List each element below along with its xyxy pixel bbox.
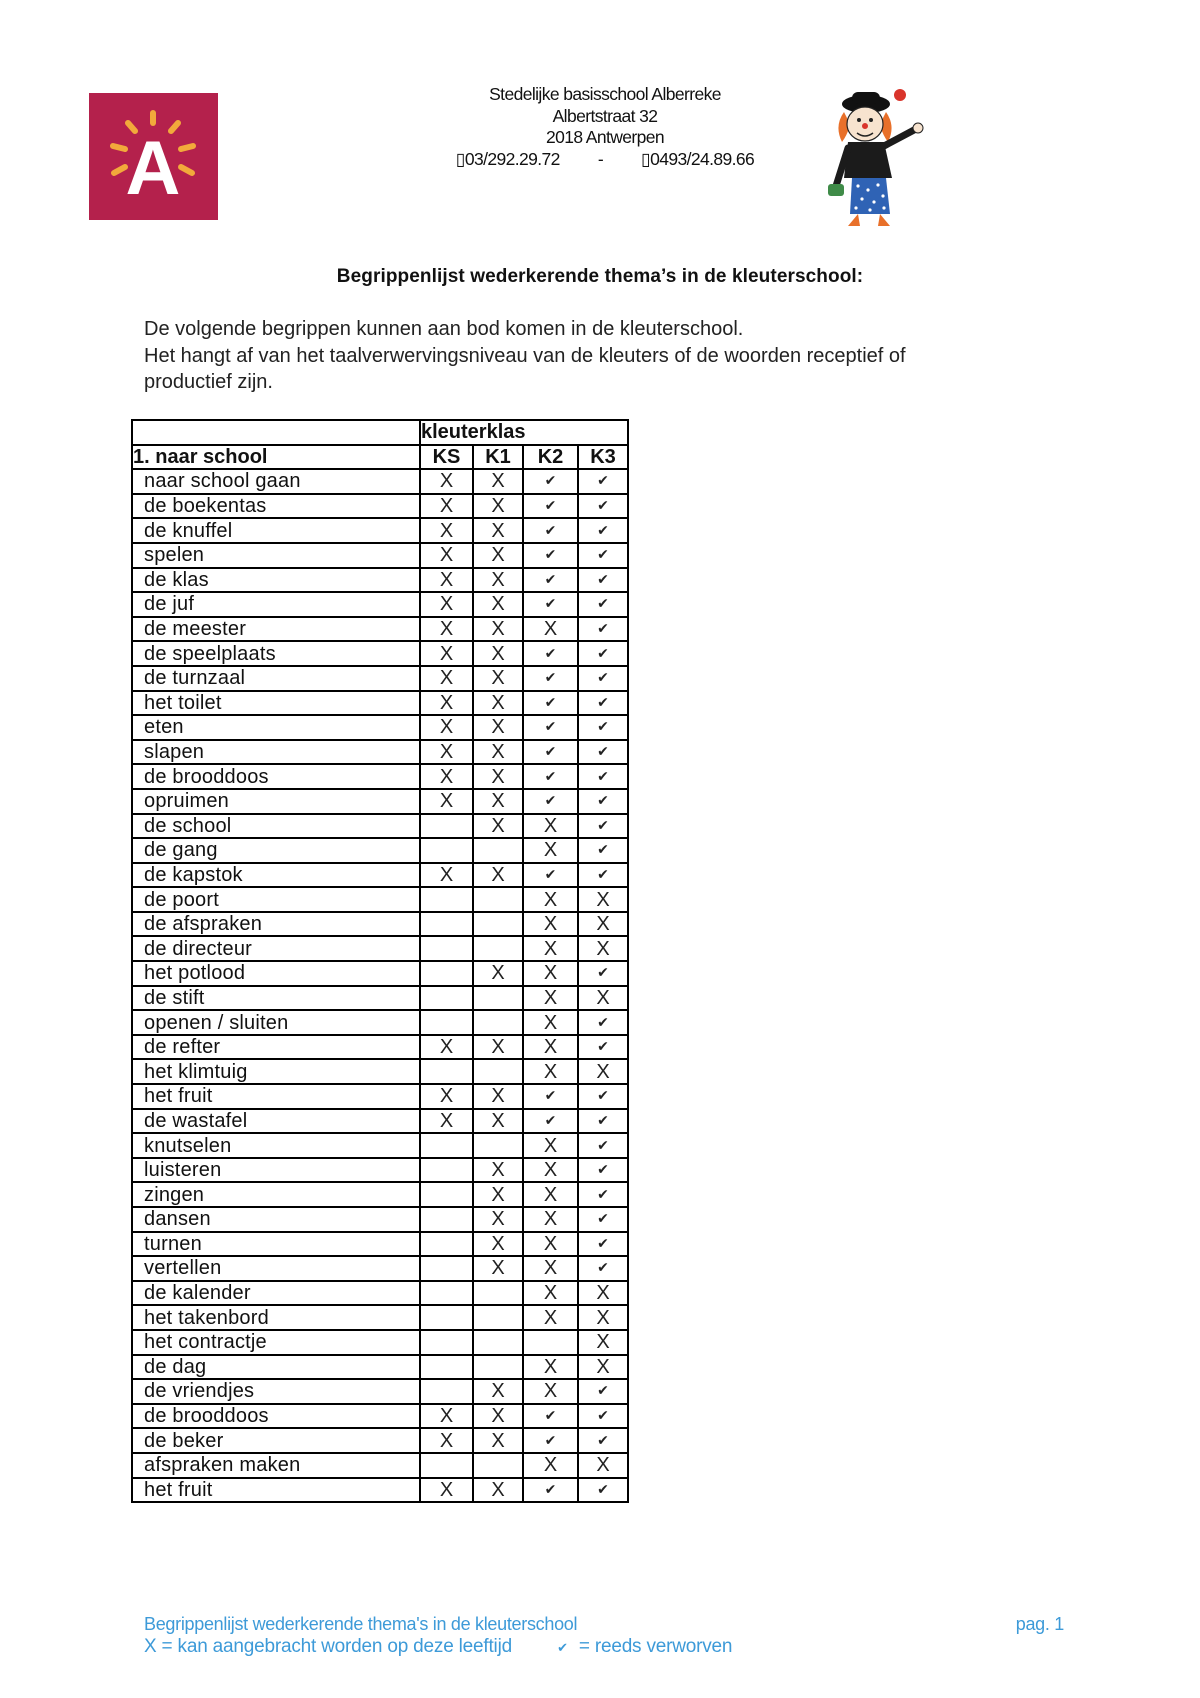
mark-cell-k1 [473, 838, 523, 863]
table-row [132, 1428, 628, 1453]
mark-cell-k2: X [523, 1207, 578, 1232]
mark-cell-k2: ✔ [523, 666, 578, 691]
mark-cell-k1: X [473, 617, 523, 642]
table-row [132, 617, 628, 642]
mark-cell-k2: ✔ [523, 1404, 578, 1429]
mark-cell-ks: X [420, 1035, 473, 1060]
mark-cell-k1: X [473, 1256, 523, 1281]
mark-cell-k3: ✔ [578, 469, 628, 494]
mark-cell-k2: ✔ [523, 568, 578, 593]
city-logo [89, 93, 218, 220]
mark-cell-k1: X [473, 1084, 523, 1109]
table-row [132, 469, 628, 494]
mark-cell-k2: X [523, 1305, 578, 1330]
category-header: 1. naar school [132, 445, 420, 470]
mark-cell-k2: ✔ [523, 691, 578, 716]
table-row [132, 666, 628, 691]
mark-cell-k3: ✔ [578, 740, 628, 765]
mark-cell-ks [420, 1281, 473, 1306]
mark-cell-k1: X [473, 764, 523, 789]
table-row [132, 887, 628, 912]
mark-cell-k3: X [578, 887, 628, 912]
mark-cell-k1 [473, 1453, 523, 1478]
table-row [132, 764, 628, 789]
intro-line: productief zijn. [144, 371, 273, 393]
mark-cell-k1 [473, 986, 523, 1011]
phone-icon: ▯ [455, 148, 465, 169]
mark-cell-k2: ✔ [523, 789, 578, 814]
table-row [132, 814, 628, 839]
mark-cell-ks: X [420, 1404, 473, 1429]
legend-x: X = kan aangebracht worden op deze leeftijd [144, 1636, 512, 1657]
table-row [132, 1232, 628, 1257]
term-cell: luisteren [132, 1158, 420, 1183]
term-cell: de beker [132, 1428, 420, 1453]
column-header-k3: K3 [578, 445, 628, 470]
mark-cell-k2: X [523, 1281, 578, 1306]
term-cell: turnen [132, 1232, 420, 1257]
mark-cell-k3: ✔ [578, 691, 628, 716]
mark-cell-k3: X [578, 1453, 628, 1478]
mark-cell-k3: ✔ [578, 1182, 628, 1207]
mark-cell-k1: X [473, 1207, 523, 1232]
mark-cell-k2: ✔ [523, 518, 578, 543]
mark-cell-k2: X [523, 1010, 578, 1035]
mark-cell-k3: ✔ [578, 543, 628, 568]
mark-cell-k3: ✔ [578, 1379, 628, 1404]
table-row [132, 494, 628, 519]
term-cell: dansen [132, 1207, 420, 1232]
table-row [132, 1207, 628, 1232]
table-row [132, 1330, 628, 1355]
mark-cell-k1 [473, 1355, 523, 1380]
mark-cell-ks: X [420, 863, 473, 888]
mark-cell-k2: ✔ [523, 543, 578, 568]
mark-cell-k3: ✔ [578, 764, 628, 789]
table-row [132, 789, 628, 814]
mark-cell-k3: ✔ [578, 1478, 628, 1503]
term-cell: de meester [132, 617, 420, 642]
mark-cell-k1: X [473, 863, 523, 888]
column-header-ks: KS [420, 445, 473, 470]
mark-cell-ks [420, 961, 473, 986]
mark-cell-ks: X [420, 764, 473, 789]
table-row [132, 1059, 628, 1084]
mark-cell-k3: ✔ [578, 1084, 628, 1109]
mark-cell-ks: X [420, 789, 473, 814]
mark-cell-ks: X [420, 592, 473, 617]
table-row [132, 1084, 628, 1109]
mark-cell-k3: ✔ [578, 568, 628, 593]
mark-cell-k1 [473, 1330, 523, 1355]
table-row [132, 592, 628, 617]
mark-cell-ks [420, 1133, 473, 1158]
mark-cell-k1 [473, 1133, 523, 1158]
mark-cell-k2: ✔ [523, 469, 578, 494]
intro-text [144, 316, 1044, 396]
mark-cell-k3: ✔ [578, 1256, 628, 1281]
term-cell: het contractje [132, 1330, 420, 1355]
mark-cell-k3: ✔ [578, 494, 628, 519]
table-row [132, 1158, 628, 1183]
mark-cell-k1 [473, 1010, 523, 1035]
mark-cell-ks: X [420, 617, 473, 642]
mark-cell-k2: ✔ [523, 1478, 578, 1503]
mark-cell-ks [420, 1059, 473, 1084]
mark-cell-k1: X [473, 691, 523, 716]
mark-cell-k1: X [473, 789, 523, 814]
mark-cell-ks [420, 887, 473, 912]
mark-cell-ks: X [420, 691, 473, 716]
table-row [132, 691, 628, 716]
term-cell: zingen [132, 1182, 420, 1207]
mark-cell-k1: X [473, 1035, 523, 1060]
group-header: kleuterklas [420, 420, 628, 445]
term-cell: het klimtuig [132, 1059, 420, 1084]
mark-cell-k3: ✔ [578, 617, 628, 642]
mark-cell-ks: X [420, 1109, 473, 1134]
term-cell: de brooddoos [132, 1404, 420, 1429]
mark-cell-k1 [473, 1059, 523, 1084]
table-row [132, 568, 628, 593]
mark-cell-ks [420, 814, 473, 839]
mark-cell-k3: ✔ [578, 1109, 628, 1134]
concept-table [131, 419, 629, 1503]
term-cell: de afspraken [132, 912, 420, 937]
mark-cell-k2: X [523, 887, 578, 912]
mark-cell-k1: X [473, 1404, 523, 1429]
table-row [132, 1256, 628, 1281]
mark-cell-k3: X [578, 1355, 628, 1380]
table-row [132, 1010, 628, 1035]
table-row [132, 838, 628, 863]
mark-cell-ks: X [420, 469, 473, 494]
term-cell: de speelplaats [132, 641, 420, 666]
term-cell: de klas [132, 568, 420, 593]
logo-letter: A [125, 126, 181, 211]
mark-cell-k2: ✔ [523, 715, 578, 740]
mark-cell-k1: X [473, 592, 523, 617]
mark-cell-k1: X [473, 469, 523, 494]
mark-cell-k2: ✔ [523, 764, 578, 789]
term-cell: het fruit [132, 1084, 420, 1109]
school-city: 2018 Antwerpen [545, 127, 665, 147]
mark-cell-k1 [473, 936, 523, 961]
mark-cell-k1: X [473, 1379, 523, 1404]
term-cell: de boekentas [132, 494, 420, 519]
phone-separator: - [597, 148, 604, 169]
table-row [132, 1109, 628, 1134]
term-cell: de turnzaal [132, 666, 420, 691]
mark-cell-ks [420, 1256, 473, 1281]
mark-cell-k3: X [578, 936, 628, 961]
term-cell: vertellen [132, 1256, 420, 1281]
mark-cell-k2: X [523, 814, 578, 839]
mark-cell-k3: ✔ [578, 1428, 628, 1453]
check-icon: ✔ [557, 1641, 568, 1656]
term-cell: afspraken maken [132, 1453, 420, 1478]
mark-cell-k3: ✔ [578, 789, 628, 814]
term-cell: het fruit [132, 1478, 420, 1503]
term-cell: de wastafel [132, 1109, 420, 1134]
mark-cell-k3: ✔ [578, 961, 628, 986]
mark-cell-k3: ✔ [578, 518, 628, 543]
mark-cell-k2: ✔ [523, 641, 578, 666]
mark-cell-k1: X [473, 961, 523, 986]
mark-cell-ks: X [420, 543, 473, 568]
term-cell: de refter [132, 1035, 420, 1060]
mark-cell-k2: X [523, 1256, 578, 1281]
mark-cell-k1: X [473, 543, 523, 568]
column-header-k2: K2 [523, 445, 578, 470]
page-title: Begrippenlijst wederkerende thema’s in de kleuterschool: [336, 266, 864, 287]
mark-cell-ks [420, 1379, 473, 1404]
table-row [132, 1281, 628, 1306]
school-header [360, 84, 850, 170]
table-row [132, 1035, 628, 1060]
mark-cell-ks [420, 1355, 473, 1380]
table-row [132, 1379, 628, 1404]
column-header-k1: K1 [473, 445, 523, 470]
table-row [132, 1182, 628, 1207]
table-row [132, 1453, 628, 1478]
mark-cell-k2 [523, 1330, 578, 1355]
mark-cell-k1: X [473, 518, 523, 543]
mark-cell-k2: ✔ [523, 494, 578, 519]
mark-cell-k1: X [473, 715, 523, 740]
mark-cell-k3: ✔ [578, 1404, 628, 1429]
mark-cell-k3: ✔ [578, 592, 628, 617]
school-street: Albertstraat 32 [552, 105, 658, 126]
mark-cell-k2: X [523, 1182, 578, 1207]
mark-cell-k1: X [473, 641, 523, 666]
table-row [132, 961, 628, 986]
mark-cell-ks [420, 1330, 473, 1355]
intro-line: De volgende begrippen kunnen aan bod komen in de kleuterschool. [144, 318, 744, 340]
mark-cell-ks [420, 1305, 473, 1330]
term-cell: de stift [132, 986, 420, 1011]
table-row [132, 986, 628, 1011]
mark-cell-k3: X [578, 986, 628, 1011]
mark-cell-k1: X [473, 666, 523, 691]
term-cell: de kapstok [132, 863, 420, 888]
mark-cell-k3: ✔ [578, 1133, 628, 1158]
footer-doc-title: Begrippenlijst wederkerende thema's in de kleuterschool [144, 1614, 578, 1634]
mark-cell-k3: ✔ [578, 814, 628, 839]
mark-cell-ks [420, 1010, 473, 1035]
table-row [132, 1404, 628, 1429]
mark-cell-ks [420, 838, 473, 863]
table-row [132, 543, 628, 568]
mark-cell-k3: X [578, 1330, 628, 1355]
mark-cell-k2: X [523, 961, 578, 986]
mark-cell-ks [420, 936, 473, 961]
mark-cell-ks [420, 912, 473, 937]
mark-cell-ks: X [420, 641, 473, 666]
empty-header-cell [132, 420, 420, 445]
term-cell: het toilet [132, 691, 420, 716]
mark-cell-k1 [473, 1305, 523, 1330]
term-cell: de dag [132, 1355, 420, 1380]
table-row [132, 518, 628, 543]
mark-cell-ks: X [420, 740, 473, 765]
mark-cell-k3: X [578, 1059, 628, 1084]
mark-cell-ks: X [420, 715, 473, 740]
table-row [132, 912, 628, 937]
mark-cell-k2: X [523, 1355, 578, 1380]
mark-cell-ks [420, 1207, 473, 1232]
mark-cell-k2: X [523, 1035, 578, 1060]
mark-cell-k3: ✔ [578, 1035, 628, 1060]
term-cell: de poort [132, 887, 420, 912]
mark-cell-k1: X [473, 568, 523, 593]
mark-cell-k3: ✔ [578, 863, 628, 888]
mark-cell-k3: ✔ [578, 838, 628, 863]
term-cell: spelen [132, 543, 420, 568]
page-footer [144, 1613, 1064, 1660]
mark-cell-k2: X [523, 1158, 578, 1183]
mark-cell-ks [420, 1158, 473, 1183]
mark-cell-k1: X [473, 494, 523, 519]
term-cell: de directeur [132, 936, 420, 961]
mark-cell-k1: X [473, 1182, 523, 1207]
mark-cell-k3: ✔ [578, 1232, 628, 1257]
legend [144, 1636, 1064, 1660]
term-cell: de juf [132, 592, 420, 617]
term-cell: openen / sluiten [132, 1010, 420, 1035]
table-row [132, 641, 628, 666]
mark-cell-k2: ✔ [523, 863, 578, 888]
mark-cell-k1 [473, 1281, 523, 1306]
mark-cell-k2: X [523, 1453, 578, 1478]
table-row [132, 740, 628, 765]
term-cell: slapen [132, 740, 420, 765]
mark-cell-k2: ✔ [523, 1428, 578, 1453]
school-name: Stedelijke basisschool Alberreke [489, 84, 721, 104]
mark-cell-k2: ✔ [523, 592, 578, 617]
mark-cell-ks [420, 986, 473, 1011]
term-cell: eten [132, 715, 420, 740]
mark-cell-k3: ✔ [578, 666, 628, 691]
mark-cell-k3: ✔ [578, 1010, 628, 1035]
mark-cell-k3: ✔ [578, 715, 628, 740]
mark-cell-k3: X [578, 1281, 628, 1306]
table-column-header-row [132, 445, 628, 470]
mark-cell-k1: X [473, 1478, 523, 1503]
mark-cell-ks: X [420, 518, 473, 543]
mark-cell-k2: ✔ [523, 740, 578, 765]
mark-cell-k2: X [523, 912, 578, 937]
mark-cell-k2: ✔ [523, 1109, 578, 1134]
table-row [132, 1133, 628, 1158]
legend-check: = reeds verworven [578, 1636, 733, 1657]
table-row [132, 715, 628, 740]
mark-cell-k2: X [523, 1232, 578, 1257]
clown-mascot-illustration [828, 86, 940, 232]
mark-cell-ks [420, 1453, 473, 1478]
page-number: pag. 1 [1015, 1614, 1064, 1634]
phone-line [360, 149, 850, 171]
mark-cell-k2: X [523, 838, 578, 863]
mark-cell-k1: X [473, 1232, 523, 1257]
mark-cell-ks: X [420, 666, 473, 691]
mark-cell-k3: ✔ [578, 641, 628, 666]
mark-cell-k2: X [523, 986, 578, 1011]
table-body [132, 469, 628, 1502]
mark-cell-k2: X [523, 1379, 578, 1404]
term-cell: opruimen [132, 789, 420, 814]
intro-line: Het hangt af van het taalverwervingsniveau van de kleuters of de woorden receptief of [144, 344, 906, 367]
mark-cell-ks: X [420, 568, 473, 593]
logo-icon [89, 93, 218, 220]
table-row [132, 1355, 628, 1380]
mark-cell-ks: X [420, 494, 473, 519]
mark-cell-k1 [473, 912, 523, 937]
mark-cell-ks [420, 1232, 473, 1257]
term-cell: de brooddoos [132, 764, 420, 789]
mobile-icon: ▯ [641, 148, 651, 169]
mark-cell-k1: X [473, 1109, 523, 1134]
mark-cell-ks [420, 1182, 473, 1207]
mark-cell-ks: X [420, 1084, 473, 1109]
mark-cell-k2: X [523, 1133, 578, 1158]
term-cell: de kalender [132, 1281, 420, 1306]
mobile-number: 0493/24.89.66 [650, 148, 755, 169]
mark-cell-k2: ✔ [523, 1084, 578, 1109]
mark-cell-k1 [473, 887, 523, 912]
term-cell: het takenbord [132, 1305, 420, 1330]
mark-cell-k3: X [578, 1305, 628, 1330]
table-row [132, 863, 628, 888]
mark-cell-k1: X [473, 1428, 523, 1453]
mark-cell-k2: X [523, 936, 578, 961]
term-cell: het potlood [132, 961, 420, 986]
table-row [132, 1305, 628, 1330]
mark-cell-ks: X [420, 1428, 473, 1453]
mark-cell-k3: ✔ [578, 1158, 628, 1183]
mark-cell-ks: X [420, 1478, 473, 1503]
table-group-header-row [132, 420, 628, 445]
mark-cell-k1: X [473, 740, 523, 765]
mark-cell-k1: X [473, 1158, 523, 1183]
mark-cell-k2: X [523, 1059, 578, 1084]
term-cell: de gang [132, 838, 420, 863]
mark-cell-k2: X [523, 617, 578, 642]
term-cell: de school [132, 814, 420, 839]
table-row [132, 1478, 628, 1503]
mark-cell-k3: X [578, 912, 628, 937]
term-cell: naar school gaan [132, 469, 420, 494]
mark-cell-k1: X [473, 814, 523, 839]
term-cell: de vriendjes [132, 1379, 420, 1404]
term-cell: de knuffel [132, 518, 420, 543]
mark-cell-k3: ✔ [578, 1207, 628, 1232]
table-row [132, 936, 628, 961]
term-cell: knutselen [132, 1133, 420, 1158]
phone-number: 03/292.29.72 [464, 148, 560, 169]
